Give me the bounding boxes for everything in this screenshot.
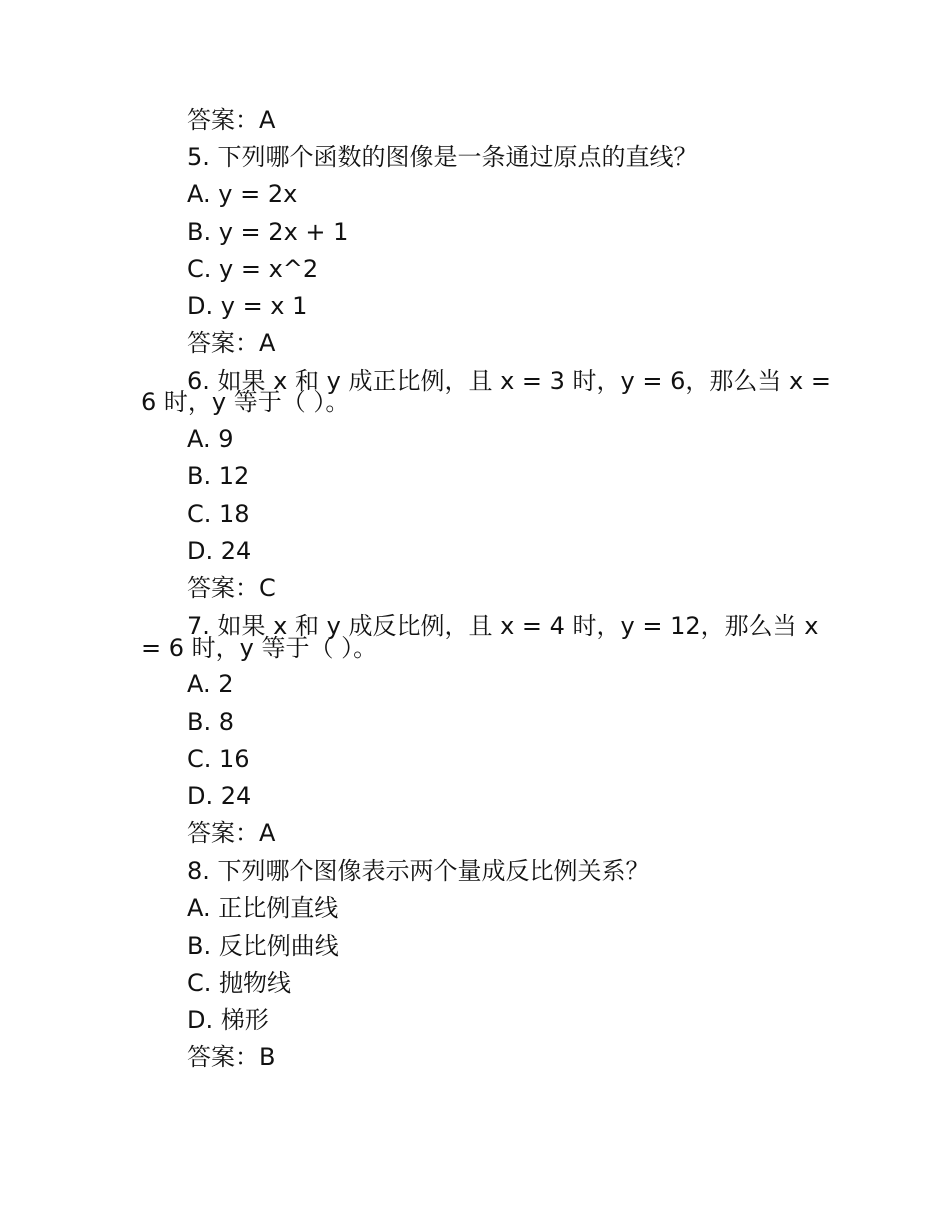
answer-q6: 答案：C (187, 574, 276, 602)
option-5c: C. y = x^2 (187, 255, 319, 283)
option-6c: C. 18 (187, 500, 250, 528)
option-5d: D. y = x 1 (187, 292, 308, 320)
option-7b: B. 8 (187, 708, 234, 736)
question-8: 8. 下列哪个图像表示两个量成反比例关系？ (187, 857, 650, 885)
option-6d: D. 24 (187, 537, 252, 565)
answer-q4: 答案：A (187, 106, 276, 134)
option-8d: D. 梯形 (187, 1006, 269, 1034)
question-7-continued: = 6 时，y 等于（ ）。 (141, 634, 378, 662)
answer-q5: 答案：A (187, 329, 276, 357)
option-6b: B. 12 (187, 462, 250, 490)
option-8a: A. 正比例直线 (187, 894, 339, 922)
answer-q7: 答案：A (187, 819, 276, 847)
option-7c: C. 16 (187, 745, 250, 773)
question-6-continued: 6 时，y 等于（ ）。 (141, 388, 350, 416)
option-7a: A. 2 (187, 670, 234, 698)
option-8b: B. 反比例曲线 (187, 932, 339, 960)
question-6: 6. 如果 x 和 y 成正比例，且 x = 3 时，y = 6，那么当 x = (187, 367, 831, 395)
option-6a: A. 9 (187, 425, 234, 453)
option-8c: C. 抛物线 (187, 969, 292, 997)
option-5b: B. y = 2x + 1 (187, 218, 349, 246)
option-7d: D. 24 (187, 782, 252, 810)
question-7: 7. 如果 x 和 y 成反比例，且 x = 4 时，y = 12，那么当 x (187, 612, 819, 640)
option-5a: A. y = 2x (187, 180, 298, 208)
answer-q8: 答案：B (187, 1043, 276, 1071)
question-5: 5. 下列哪个函数的图像是一条通过原点的直线？ (187, 143, 698, 171)
